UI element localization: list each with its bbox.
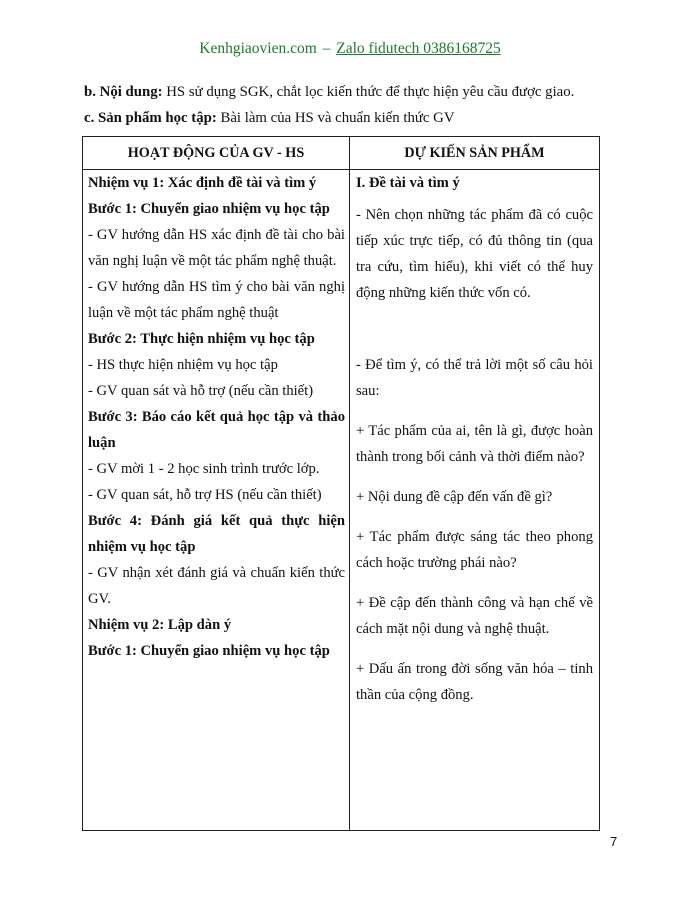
product-text: Bài làm của HS và chuẩn kiến thức GV	[220, 110, 455, 126]
activity-item: - GV hướng dẫn HS xác định đề tài cho bài văn nghị luận về một tác phẩm nghệ thuật.	[88, 227, 345, 269]
step-2-title: Bước 2: Thực hiện nhiệm vụ học tập	[88, 331, 315, 347]
page-number: 7	[610, 834, 618, 849]
question-item: + Tác phẩm của ai, tên là gì, được hoàn thành trong bối cảnh và thời điểm nào?	[356, 423, 593, 465]
step-3-title: Bước 3: Báo cáo kết quả học tập và thảo luận	[88, 409, 345, 451]
content-line	[84, 84, 574, 101]
task-1-title: Nhiệm vụ 1: Xác định đề tài và tìm ý	[88, 175, 317, 191]
col2-header: DỰ KIẾN SẢN PHẨM	[350, 137, 600, 170]
activity-item: - HS thực hiện nhiệm vụ học tập	[88, 357, 278, 373]
step-4-title: Bước 4: Đánh giá kết quả thực hiện nhiệm vụ học tập	[88, 513, 345, 555]
activity-item: - GV nhận xét đánh giá và chuẩn kiến thức GV.	[88, 565, 345, 607]
product-line	[84, 110, 455, 127]
activity-item: - GV hướng dẫn HS tìm ý cho bài văn nghị luận về một tác phẩm nghệ thuật	[88, 279, 345, 321]
activity-item: - GV quan sát, hỗ trợ HS (nếu cần thiết)	[88, 487, 322, 503]
products-cell	[350, 170, 600, 831]
table-body-row	[83, 170, 600, 831]
step-1-title: Bước 1: Chuyển giao nhiệm vụ học tập	[88, 201, 330, 217]
header-contact[interactable]: Zalo fidutech 0386168725	[336, 40, 501, 57]
activity-table	[82, 136, 600, 831]
activities-cell	[83, 170, 350, 831]
question-item: + Dấu ấn trong đời sống văn hóa – tinh thần của cộng đồng.	[356, 661, 593, 703]
step-1-title: Bước 1: Chuyển giao nhiệm vụ học tập	[88, 643, 330, 659]
header-site[interactable]: Kenhgiaovien.com	[199, 40, 317, 57]
section-heading: I. Đề tài và tìm ý	[356, 175, 460, 191]
question-item: + Tác phẩm được sáng tác theo phong cách hoặc trường phái nào?	[356, 529, 593, 571]
activity-item: - GV mời 1 - 2 học sinh trình trước lớp.	[88, 461, 320, 477]
question-item: + Nội dung đề cập đến vấn đề gì?	[356, 489, 553, 505]
product-paragraph: - Để tìm ý, có thể trả lời một số câu hỏi sau:	[356, 357, 593, 399]
header-separator: –	[322, 40, 331, 57]
activity-item: - GV quan sát và hỗ trợ (nếu cần thiết)	[88, 383, 314, 399]
task-2-title: Nhiệm vụ 2: Lập dàn ý	[88, 617, 232, 633]
product-paragraph: - Nên chọn những tác phẩm đã có cuộc tiếp xúc trực tiếp, có đủ thông tin (qua tra cứu, tìm hiểu), khi viết có thể huy động những kiến thức vốn có.	[356, 207, 593, 301]
page-header	[0, 40, 700, 58]
content-label: b. Nội dung:	[84, 84, 163, 100]
product-label: c. Sản phẩm học tập:	[84, 110, 217, 126]
col1-header: HOẠT ĐỘNG CỦA GV - HS	[83, 137, 350, 170]
question-item: + Đề cập đến thành công và hạn chế về cách mặt nội dung và nghệ thuật.	[356, 595, 593, 637]
table-header-row	[83, 137, 600, 170]
content-text: HS sử dụng SGK, chắt lọc kiến thức để thực hiện yêu cầu được giao.	[166, 84, 575, 100]
